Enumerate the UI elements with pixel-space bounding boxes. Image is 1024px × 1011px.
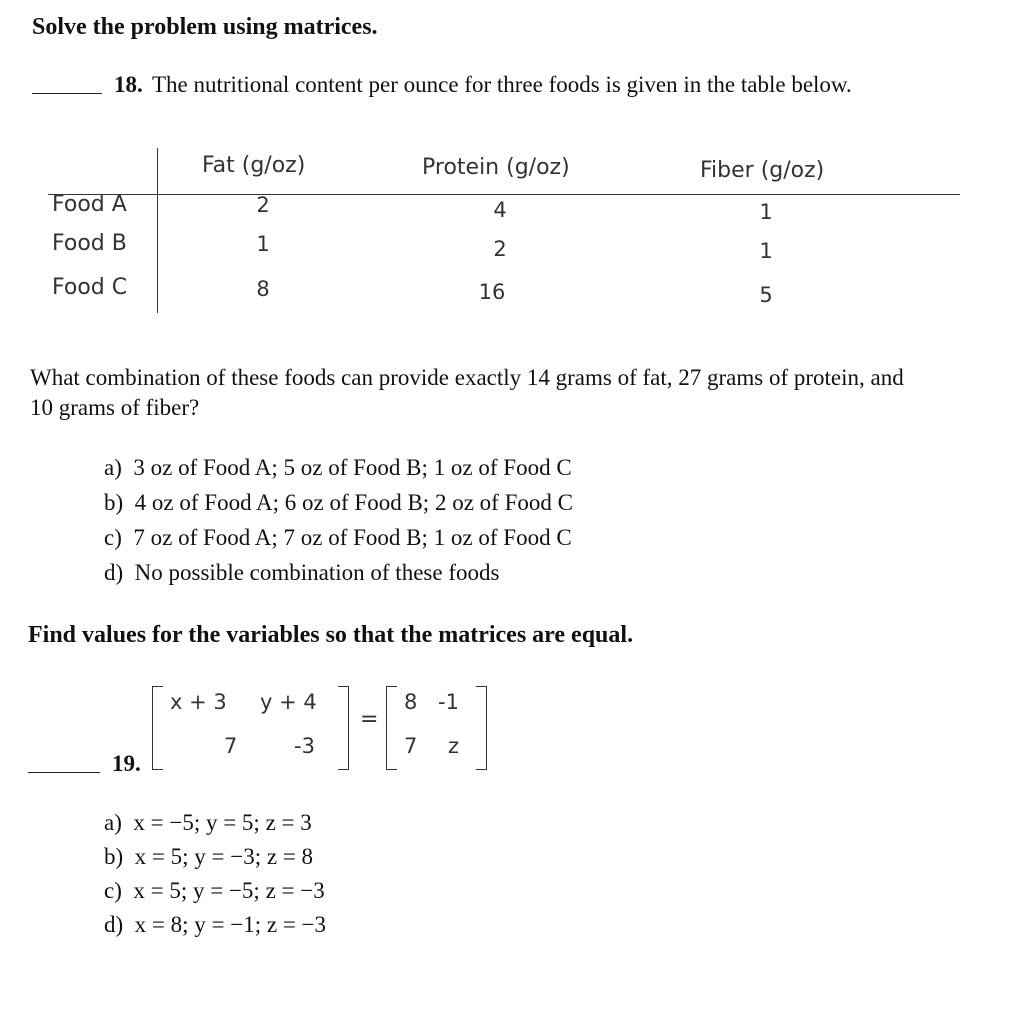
section-heading-find-values: Find values for the variables so that the matrices are equal. (28, 622, 634, 648)
right-bracket (338, 686, 349, 770)
option-a-19[interactable] (104, 810, 312, 836)
table-row-label: Food B (52, 231, 127, 256)
matrix-cell: z (448, 734, 460, 758)
option-text: x = −5; y = 5; z = 3 (133, 810, 312, 835)
matrix-cell: -1 (438, 690, 459, 714)
question-prompt-18: The nutritional content per ounce for three foods is given in the table below. (152, 72, 852, 97)
question-number-19: 19. (112, 751, 141, 776)
option-c-18[interactable] (104, 525, 572, 551)
table-header-fiber: Fiber (g/oz) (700, 158, 825, 183)
option-letter: c) (104, 525, 122, 550)
table-cell: 1 (759, 200, 773, 224)
option-a-18[interactable] (104, 455, 572, 481)
table-cell: 4 (493, 198, 507, 222)
option-letter: d) (104, 560, 124, 585)
left-bracket (386, 686, 397, 770)
table-row-label: Food C (52, 275, 128, 300)
table-row-label: Food A (52, 192, 127, 217)
table-cell: 1 (759, 239, 773, 263)
matrix-cell: x + 3 (170, 690, 227, 714)
question-text-line2: 10 grams of fiber? (30, 395, 200, 420)
option-text: No possible combination of these foods (134, 560, 500, 585)
option-letter: b) (104, 844, 124, 869)
left-bracket (152, 686, 163, 770)
option-letter: b) (104, 490, 124, 515)
right-bracket (476, 686, 487, 770)
table-header-fat: Fat (g/oz) (202, 153, 306, 178)
option-letter: a) (104, 455, 122, 480)
answer-blank-18[interactable] (32, 93, 102, 94)
option-d-19[interactable] (104, 912, 326, 938)
table-cell: 8 (256, 277, 270, 301)
table-header-protein: Protein (g/oz) (422, 155, 570, 180)
table-cell: 5 (759, 283, 773, 307)
option-text: 3 oz of Food A; 5 oz of Food B; 1 oz of Food C (133, 455, 572, 480)
equals-sign: = (360, 707, 379, 732)
question-text-line1: What combination of these foods can provide exactly 14 grams of fat, 27 grams of protein, and (30, 365, 904, 390)
option-text: 4 oz of Food A; 6 oz of Food B; 2 oz of Food C (134, 490, 573, 515)
option-letter: a) (104, 810, 122, 835)
option-letter: d) (104, 912, 124, 937)
table-vertical-rule (157, 148, 158, 313)
option-text: x = 8; y = −1; z = −3 (134, 912, 327, 937)
answer-blank-19[interactable] (28, 772, 100, 773)
matrix-cell: 7 (404, 734, 418, 758)
option-letter: c) (104, 878, 122, 903)
left-matrix (152, 686, 352, 768)
matrix-cell: y + 4 (260, 690, 317, 714)
option-text: x = 5; y = −3; z = 8 (134, 844, 314, 869)
option-text: x = 5; y = −5; z = −3 (133, 878, 325, 903)
question-number-18: 18. (114, 72, 143, 97)
option-text: 7 oz of Food A; 7 oz of Food B; 1 oz of Food C (133, 525, 572, 550)
option-d-18[interactable] (104, 560, 499, 586)
option-b-18[interactable] (104, 490, 573, 516)
matrix-cell: 8 (404, 690, 418, 714)
table-cell: 2 (256, 193, 270, 217)
matrix-cell: -3 (294, 734, 315, 758)
option-c-19[interactable] (104, 878, 325, 904)
table-horizontal-rule (48, 194, 960, 195)
table-cell: 1 (256, 232, 270, 256)
table-cell: 2 (493, 237, 507, 261)
option-b-19[interactable] (104, 844, 313, 870)
right-matrix (386, 686, 490, 768)
matrix-cell: 7 (224, 734, 238, 758)
section-heading-solve: Solve the problem using matrices. (32, 14, 378, 40)
table-cell: 16 (478, 280, 506, 304)
